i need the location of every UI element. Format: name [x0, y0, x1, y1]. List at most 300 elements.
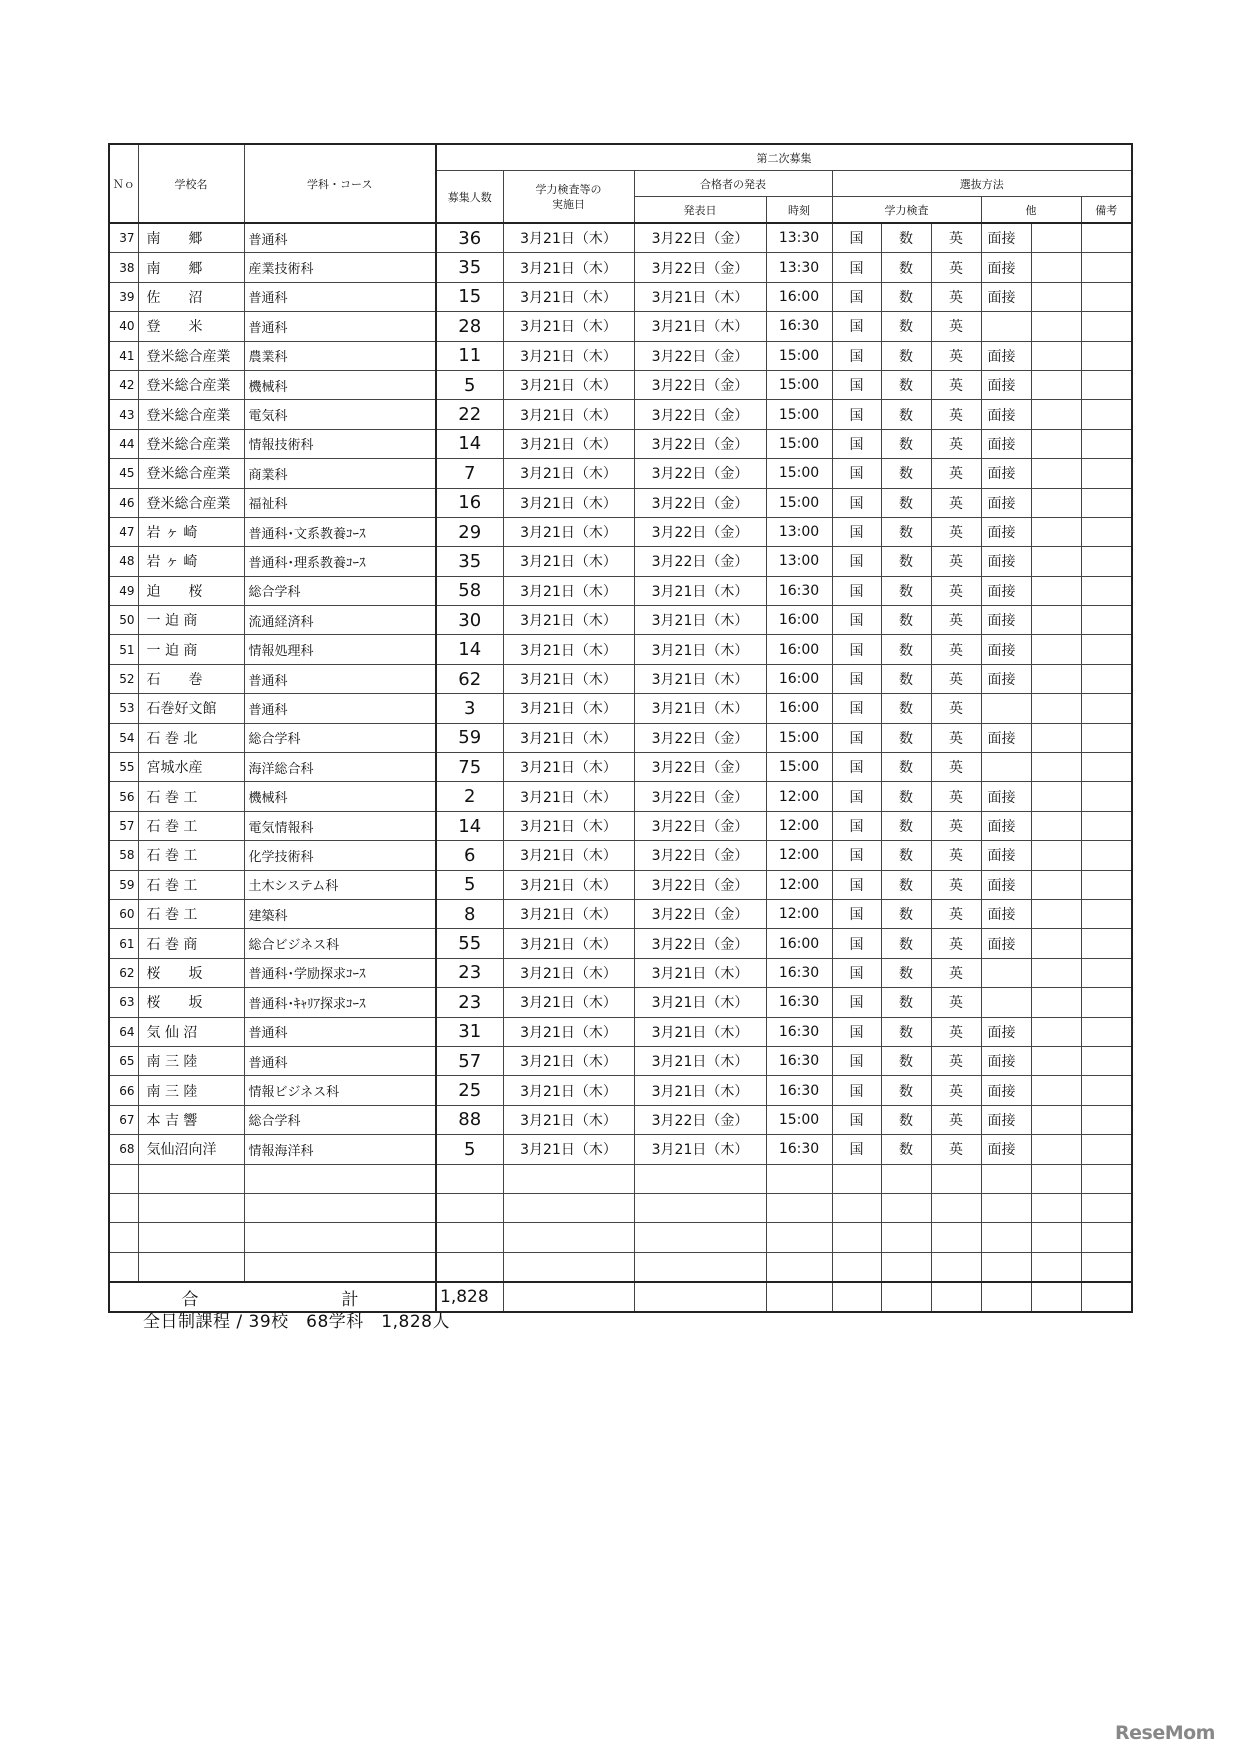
cell-capacity: 23 — [436, 988, 503, 1017]
empty-cell — [1031, 1193, 1081, 1222]
cell-remarks — [1081, 400, 1132, 429]
empty-cell — [881, 1252, 931, 1282]
empty-cell — [138, 1164, 244, 1193]
empty-cell — [138, 1252, 244, 1282]
cell-remarks — [1081, 635, 1132, 664]
cell-s1: 国 — [832, 253, 881, 282]
cell-other-2 — [1031, 929, 1081, 958]
cell-time: 16:30 — [766, 988, 832, 1017]
cell-s1: 国 — [832, 312, 881, 341]
empty-cell — [1081, 1282, 1132, 1312]
table-row — [109, 811, 1132, 840]
cell-no: 47 — [109, 517, 138, 546]
cell-exam: 3月21日（木） — [503, 253, 634, 282]
cell-date: 3月21日（木） — [634, 988, 766, 1017]
cell-course: 普通科･学励探求ｺｰｽ — [244, 958, 436, 987]
cell-other-2 — [1031, 958, 1081, 987]
cell-s1: 国 — [832, 400, 881, 429]
cell-s1: 国 — [832, 723, 881, 752]
cell-time: 15:00 — [766, 488, 832, 517]
cell-s1: 国 — [832, 694, 881, 723]
cell-s3: 英 — [931, 1076, 981, 1105]
cell-no: 61 — [109, 929, 138, 958]
cell-other — [981, 753, 1031, 782]
table-row — [109, 1135, 1132, 1164]
cell-course: 普通科 — [244, 1017, 436, 1046]
cell-remarks — [1081, 1046, 1132, 1075]
cell-no: 58 — [109, 841, 138, 870]
cell-s1: 国 — [832, 753, 881, 782]
blank-row — [109, 1223, 1132, 1252]
table-row — [109, 488, 1132, 517]
cell-other — [981, 694, 1031, 723]
cell-exam: 3月21日（木） — [503, 429, 634, 458]
cell-s3: 英 — [931, 517, 981, 546]
table-row — [109, 517, 1132, 546]
cell-capacity: 14 — [436, 811, 503, 840]
cell-s3: 英 — [931, 958, 981, 987]
cell-school: 南 三 陸 — [138, 1046, 244, 1075]
cell-exam: 3月21日（木） — [503, 1076, 634, 1105]
cell-exam: 3月21日（木） — [503, 958, 634, 987]
cell-time: 16:00 — [766, 635, 832, 664]
cell-other: 面接 — [981, 1105, 1031, 1134]
cell-date: 3月22日（金） — [634, 782, 766, 811]
cell-capacity: 5 — [436, 870, 503, 899]
cell-date: 3月22日（金） — [634, 400, 766, 429]
cell-other: 面接 — [981, 929, 1031, 958]
cell-s2: 数 — [881, 870, 931, 899]
cell-course: 土木システム科 — [244, 870, 436, 899]
cell-other-2 — [1031, 1135, 1081, 1164]
empty-cell — [981, 1193, 1031, 1222]
cell-remarks — [1081, 429, 1132, 458]
empty-cell — [931, 1223, 981, 1252]
cell-other: 面接 — [981, 400, 1031, 429]
cell-remarks — [1081, 1076, 1132, 1105]
cell-school: 一 迫 商 — [138, 635, 244, 664]
empty-cell — [1081, 1223, 1132, 1252]
cell-s2: 数 — [881, 312, 931, 341]
cell-exam: 3月21日（木） — [503, 1017, 634, 1046]
cell-exam: 3月21日（木） — [503, 1135, 634, 1164]
cell-date: 3月21日（木） — [634, 664, 766, 693]
cell-s1: 国 — [832, 576, 881, 605]
header-exam-date: 学力検査等の実施日 — [503, 171, 634, 224]
cell-s3: 英 — [931, 223, 981, 253]
header-school: 学校名 — [138, 144, 244, 223]
cell-other-2 — [1031, 753, 1081, 782]
cell-no: 65 — [109, 1046, 138, 1075]
cell-date: 3月21日（木） — [634, 576, 766, 605]
header-academic-test: 学力検査 — [832, 197, 981, 224]
empty-cell — [981, 1223, 1031, 1252]
cell-capacity: 5 — [436, 370, 503, 399]
cell-capacity: 7 — [436, 459, 503, 488]
cell-s3: 英 — [931, 400, 981, 429]
cell-exam: 3月21日（木） — [503, 811, 634, 840]
cell-time: 15:00 — [766, 370, 832, 399]
cell-s1: 国 — [832, 1017, 881, 1046]
table-row — [109, 988, 1132, 1017]
cell-other-2 — [1031, 606, 1081, 635]
header-capacity: 募集人数 — [436, 171, 503, 224]
table-row — [109, 282, 1132, 311]
cell-date: 3月22日（金） — [634, 488, 766, 517]
cell-school: 本 吉 響 — [138, 1105, 244, 1134]
second-recruitment-table — [108, 143, 1133, 1313]
table-row — [109, 664, 1132, 693]
cell-s3: 英 — [931, 723, 981, 752]
cell-capacity: 29 — [436, 517, 503, 546]
cell-course: 総合学科 — [244, 1105, 436, 1134]
cell-s1: 国 — [832, 899, 881, 928]
cell-other-2 — [1031, 547, 1081, 576]
empty-cell — [1081, 1164, 1132, 1193]
empty-cell — [931, 1193, 981, 1222]
cell-capacity: 75 — [436, 753, 503, 782]
cell-capacity: 11 — [436, 341, 503, 370]
cell-remarks — [1081, 576, 1132, 605]
empty-cell — [766, 1164, 832, 1193]
empty-cell — [1031, 1164, 1081, 1193]
empty-cell — [503, 1193, 634, 1222]
cell-date: 3月22日（金） — [634, 547, 766, 576]
cell-capacity: 22 — [436, 400, 503, 429]
cell-date: 3月21日（木） — [634, 606, 766, 635]
empty-cell — [436, 1164, 503, 1193]
cell-other: 面接 — [981, 253, 1031, 282]
cell-no: 62 — [109, 958, 138, 987]
cell-s2: 数 — [881, 341, 931, 370]
cell-s1: 国 — [832, 606, 881, 635]
cell-time: 16:00 — [766, 606, 832, 635]
cell-other: 面接 — [981, 1076, 1031, 1105]
empty-cell — [138, 1193, 244, 1222]
cell-s3: 英 — [931, 694, 981, 723]
cell-other-2 — [1031, 870, 1081, 899]
cell-date: 3月22日（金） — [634, 899, 766, 928]
cell-no: 66 — [109, 1076, 138, 1105]
cell-remarks — [1081, 370, 1132, 399]
cell-no: 40 — [109, 312, 138, 341]
cell-remarks — [1081, 312, 1132, 341]
cell-s2: 数 — [881, 635, 931, 664]
cell-other-2 — [1031, 664, 1081, 693]
cell-other-2 — [1031, 1017, 1081, 1046]
cell-no: 55 — [109, 753, 138, 782]
empty-cell — [881, 1164, 931, 1193]
empty-cell — [832, 1164, 881, 1193]
table-row — [109, 929, 1132, 958]
cell-s3: 英 — [931, 576, 981, 605]
empty-cell — [931, 1282, 981, 1312]
cell-capacity: 57 — [436, 1046, 503, 1075]
cell-other: 面接 — [981, 282, 1031, 311]
cell-course: 化学技術科 — [244, 841, 436, 870]
cell-no: 63 — [109, 988, 138, 1017]
cell-other: 面接 — [981, 635, 1031, 664]
header-other: 他 — [981, 197, 1081, 224]
cell-time: 15:00 — [766, 723, 832, 752]
empty-cell — [634, 1164, 766, 1193]
empty-cell — [244, 1252, 436, 1282]
cell-other: 面接 — [981, 223, 1031, 253]
header-announce: 合格者の発表 — [634, 171, 832, 197]
cell-course: 福祉科 — [244, 488, 436, 517]
cell-school: 桜 坂 — [138, 958, 244, 987]
cell-course: 情報処理科 — [244, 635, 436, 664]
cell-s1: 国 — [832, 1135, 881, 1164]
cell-s1: 国 — [832, 370, 881, 399]
cell-school: 登米総合産業 — [138, 488, 244, 517]
cell-s1: 国 — [832, 988, 881, 1017]
cell-capacity: 62 — [436, 664, 503, 693]
cell-time: 16:00 — [766, 282, 832, 311]
cell-date: 3月21日（木） — [634, 1017, 766, 1046]
cell-s3: 英 — [931, 488, 981, 517]
cell-other: 面接 — [981, 370, 1031, 399]
cell-course: 情報技術科 — [244, 429, 436, 458]
cell-other-2 — [1031, 1076, 1081, 1105]
cell-time: 13:00 — [766, 517, 832, 546]
cell-date: 3月21日（木） — [634, 1135, 766, 1164]
cell-remarks — [1081, 782, 1132, 811]
cell-s1: 国 — [832, 664, 881, 693]
cell-s3: 英 — [931, 1046, 981, 1075]
cell-course: 機械科 — [244, 370, 436, 399]
cell-school: 佐 沼 — [138, 282, 244, 311]
cell-s2: 数 — [881, 400, 931, 429]
table-row — [109, 370, 1132, 399]
cell-school: 一 迫 商 — [138, 606, 244, 635]
cell-no: 52 — [109, 664, 138, 693]
cell-date: 3月22日（金） — [634, 929, 766, 958]
table-row — [109, 958, 1132, 987]
cell-other: 面接 — [981, 547, 1031, 576]
cell-date: 3月22日（金） — [634, 341, 766, 370]
table-row — [109, 400, 1132, 429]
empty-cell — [634, 1193, 766, 1222]
cell-s2: 数 — [881, 1017, 931, 1046]
table-row — [109, 753, 1132, 782]
table-row — [109, 1017, 1132, 1046]
table-row — [109, 841, 1132, 870]
cell-course: 普通科 — [244, 664, 436, 693]
empty-cell — [832, 1193, 881, 1222]
cell-time: 15:00 — [766, 429, 832, 458]
cell-exam: 3月21日（木） — [503, 723, 634, 752]
cell-s1: 国 — [832, 782, 881, 811]
empty-cell — [1081, 1252, 1132, 1282]
cell-capacity: 25 — [436, 1076, 503, 1105]
cell-school: 南 三 陸 — [138, 1076, 244, 1105]
cell-date: 3月21日（木） — [634, 312, 766, 341]
empty-cell — [981, 1164, 1031, 1193]
header-announce-time: 時刻 — [766, 197, 832, 224]
cell-capacity: 28 — [436, 312, 503, 341]
cell-s3: 英 — [931, 899, 981, 928]
cell-course: 普通科 — [244, 223, 436, 253]
cell-other: 面接 — [981, 664, 1031, 693]
cell-capacity: 55 — [436, 929, 503, 958]
cell-school: 南 郷 — [138, 223, 244, 253]
cell-exam: 3月21日（木） — [503, 1046, 634, 1075]
cell-other: 面接 — [981, 429, 1031, 458]
cell-s2: 数 — [881, 1076, 931, 1105]
cell-s1: 国 — [832, 635, 881, 664]
cell-capacity: 3 — [436, 694, 503, 723]
cell-s2: 数 — [881, 899, 931, 928]
cell-date: 3月21日（木） — [634, 282, 766, 311]
cell-school: 石 巻 工 — [138, 870, 244, 899]
empty-cell — [634, 1282, 766, 1312]
cell-exam: 3月21日（木） — [503, 753, 634, 782]
empty-cell — [634, 1223, 766, 1252]
cell-s1: 国 — [832, 223, 881, 253]
cell-time: 16:30 — [766, 1076, 832, 1105]
cell-date: 3月22日（金） — [634, 723, 766, 752]
empty-cell — [1031, 1282, 1081, 1312]
cell-capacity: 2 — [436, 782, 503, 811]
cell-other-2 — [1031, 429, 1081, 458]
cell-date: 3月22日（金） — [634, 459, 766, 488]
cell-time: 13:30 — [766, 223, 832, 253]
cell-no: 39 — [109, 282, 138, 311]
cell-s3: 英 — [931, 459, 981, 488]
empty-cell — [109, 1223, 138, 1252]
cell-course: 総合学科 — [244, 576, 436, 605]
cell-school: 石巻好文館 — [138, 694, 244, 723]
cell-time: 12:00 — [766, 899, 832, 928]
empty-cell — [1031, 1223, 1081, 1252]
cell-s3: 英 — [931, 429, 981, 458]
cell-school: 石 巻 北 — [138, 723, 244, 752]
cell-s2: 数 — [881, 664, 931, 693]
empty-cell — [503, 1164, 634, 1193]
cell-capacity: 31 — [436, 1017, 503, 1046]
empty-cell — [931, 1252, 981, 1282]
empty-cell — [1081, 1193, 1132, 1222]
cell-other-2 — [1031, 723, 1081, 752]
cell-other-2 — [1031, 1046, 1081, 1075]
cell-exam: 3月21日（木） — [503, 488, 634, 517]
cell-s2: 数 — [881, 1105, 931, 1134]
cell-remarks — [1081, 870, 1132, 899]
table-row — [109, 782, 1132, 811]
cell-s1: 国 — [832, 282, 881, 311]
cell-s2: 数 — [881, 694, 931, 723]
cell-time: 15:00 — [766, 753, 832, 782]
cell-school: 迫 桜 — [138, 576, 244, 605]
cell-remarks — [1081, 664, 1132, 693]
empty-cell — [931, 1164, 981, 1193]
cell-other-2 — [1031, 459, 1081, 488]
cell-s3: 英 — [931, 841, 981, 870]
cell-s3: 英 — [931, 253, 981, 282]
cell-exam: 3月21日（木） — [503, 635, 634, 664]
header-course: 学科・コース — [244, 144, 436, 223]
cell-date: 3月22日（金） — [634, 370, 766, 399]
empty-cell — [503, 1223, 634, 1252]
cell-s2: 数 — [881, 223, 931, 253]
empty-cell — [138, 1223, 244, 1252]
empty-cell — [436, 1223, 503, 1252]
empty-cell — [503, 1252, 634, 1282]
cell-s2: 数 — [881, 606, 931, 635]
cell-exam: 3月21日（木） — [503, 782, 634, 811]
cell-s1: 国 — [832, 1046, 881, 1075]
cell-time: 16:00 — [766, 664, 832, 693]
cell-no: 60 — [109, 899, 138, 928]
cell-no: 37 — [109, 223, 138, 253]
table-row — [109, 459, 1132, 488]
cell-s1: 国 — [832, 1105, 881, 1134]
cell-s2: 数 — [881, 459, 931, 488]
cell-s2: 数 — [881, 547, 931, 576]
cell-time: 13:30 — [766, 253, 832, 282]
cell-s1: 国 — [832, 1076, 881, 1105]
cell-s2: 数 — [881, 1046, 931, 1075]
table-row — [109, 899, 1132, 928]
cell-no: 38 — [109, 253, 138, 282]
cell-school: 気仙沼向洋 — [138, 1135, 244, 1164]
cell-exam: 3月21日（木） — [503, 988, 634, 1017]
cell-course: 総合学科 — [244, 723, 436, 752]
cell-s3: 英 — [931, 988, 981, 1017]
cell-date: 3月22日（金） — [634, 841, 766, 870]
cell-other: 面接 — [981, 841, 1031, 870]
cell-date: 3月22日（金） — [634, 1105, 766, 1134]
empty-cell — [634, 1252, 766, 1282]
cell-s3: 英 — [931, 753, 981, 782]
empty-cell — [109, 1193, 138, 1222]
table-row — [109, 1076, 1132, 1105]
cell-no: 44 — [109, 429, 138, 458]
cell-other: 面接 — [981, 899, 1031, 928]
empty-cell — [244, 1164, 436, 1193]
cell-other-2 — [1031, 370, 1081, 399]
cell-exam: 3月21日（木） — [503, 576, 634, 605]
cell-school: 石 巻 工 — [138, 782, 244, 811]
table-row — [109, 1105, 1132, 1134]
cell-s1: 国 — [832, 341, 881, 370]
cell-date: 3月21日（木） — [634, 1076, 766, 1105]
cell-remarks — [1081, 488, 1132, 517]
cell-capacity: 6 — [436, 841, 503, 870]
cell-s1: 国 — [832, 429, 881, 458]
cell-other: 面接 — [981, 517, 1031, 546]
cell-other: 面接 — [981, 723, 1031, 752]
cell-time: 12:00 — [766, 870, 832, 899]
empty-cell — [109, 1164, 138, 1193]
cell-course: 電気科 — [244, 400, 436, 429]
table-row — [109, 429, 1132, 458]
table-row — [109, 253, 1132, 282]
cell-date: 3月22日（金） — [634, 753, 766, 782]
cell-date: 3月22日（金） — [634, 811, 766, 840]
resemom-logo: ReseMom — [1115, 1722, 1215, 1744]
cell-no: 67 — [109, 1105, 138, 1134]
blank-row — [109, 1193, 1132, 1222]
cell-s1: 国 — [832, 547, 881, 576]
cell-s2: 数 — [881, 723, 931, 752]
empty-cell — [436, 1252, 503, 1282]
cell-remarks — [1081, 547, 1132, 576]
cell-exam: 3月21日（木） — [503, 312, 634, 341]
cell-no: 46 — [109, 488, 138, 517]
cell-course: 海洋総合科 — [244, 753, 436, 782]
